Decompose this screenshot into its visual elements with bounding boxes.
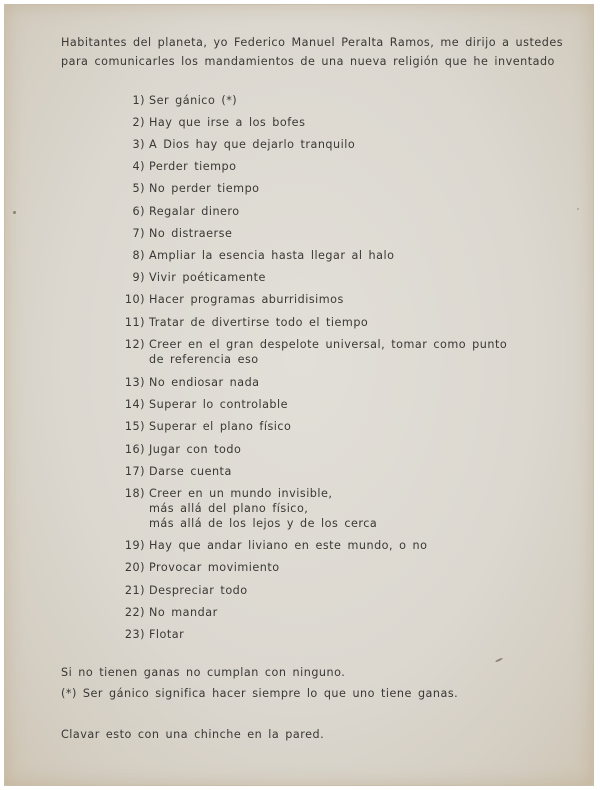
commandment-number: 20) bbox=[124, 561, 145, 574]
intro-line-2: para comunicarles los mandamientos de una nueva religión que he inventado bbox=[61, 55, 555, 68]
commandment-text: Despreciar todo bbox=[149, 584, 248, 597]
commandment-number: 12) bbox=[124, 338, 145, 351]
commandment-number: 21) bbox=[124, 584, 145, 597]
commandment-number: 1) bbox=[132, 94, 145, 107]
commandment-number: 22) bbox=[124, 606, 145, 619]
intro-line-1: Habitantes del planeta, yo Federico Manuel Peralta Ramos, me dirijo a ustedes bbox=[61, 36, 564, 49]
commandment-text: A Dios hay que dejarlo tranquilo bbox=[149, 138, 356, 151]
commandment-number: 16) bbox=[124, 443, 145, 456]
commandment-2 bbox=[105, 115, 305, 130]
commandment-10 bbox=[105, 292, 344, 307]
commandment-text: Perder tiempo bbox=[149, 160, 237, 173]
paper-speck bbox=[13, 211, 16, 214]
commandment-number: 3) bbox=[132, 138, 145, 151]
commandment-22 bbox=[105, 605, 218, 620]
commandment-text: Ser gánico (*) bbox=[149, 94, 238, 107]
commandment-number: 4) bbox=[132, 160, 145, 173]
commandment-number: 11) bbox=[124, 316, 145, 329]
commandment-number: 13) bbox=[124, 376, 145, 389]
commandment-9 bbox=[105, 270, 266, 285]
commandment-text: No perder tiempo bbox=[149, 182, 260, 195]
commandment-12 bbox=[105, 337, 507, 352]
commandment-text: Creer en el gran despelote universal, tomar como punto bbox=[149, 338, 508, 351]
commandment-18 bbox=[105, 486, 332, 501]
commandment-text: Creer en un mundo invisible, bbox=[149, 487, 333, 500]
commandment-number: 9) bbox=[132, 271, 145, 284]
closing-line-1: Si no tienen ganas no cumplan con ninguno. bbox=[61, 666, 346, 679]
commandment-text: Regalar dinero bbox=[149, 205, 240, 218]
commandment-11 bbox=[105, 315, 368, 330]
commandment-number: 7) bbox=[132, 227, 145, 240]
commandment-text: Superar lo controlable bbox=[149, 398, 289, 411]
commandment-text: Superar el plano físico bbox=[149, 420, 292, 433]
commandment-20 bbox=[105, 560, 280, 575]
commandment-5 bbox=[105, 181, 260, 196]
commandment-6 bbox=[105, 204, 240, 219]
commandment-number: 17) bbox=[124, 465, 145, 478]
commandment-text: Jugar con todo bbox=[149, 443, 242, 456]
footer-instruction: Clavar esto con una chinche en la pared. bbox=[61, 728, 325, 741]
commandment-number: 10) bbox=[124, 293, 145, 306]
commandment-7 bbox=[105, 226, 232, 241]
commandment-text: Ampliar la esencia hasta llegar al halo bbox=[149, 249, 395, 262]
commandment-18-continuation-1: más allá del plano físico, bbox=[149, 502, 309, 515]
commandment-text: Hay que andar liviano en este mundo, o no bbox=[149, 539, 428, 552]
commandment-text: Darse cuenta bbox=[149, 465, 232, 478]
commandment-text: No endiosar nada bbox=[149, 376, 260, 389]
commandment-number: 19) bbox=[124, 539, 145, 552]
commandment-text: Hay que irse a los bofes bbox=[149, 116, 306, 129]
commandment-number: 2) bbox=[132, 116, 145, 129]
commandment-8 bbox=[105, 248, 394, 263]
commandment-text: Hacer programas aburridisimos bbox=[149, 293, 344, 306]
commandment-number: 6) bbox=[132, 205, 145, 218]
commandment-4 bbox=[105, 159, 237, 174]
paper-speck bbox=[495, 657, 503, 662]
commandment-text: No mandar bbox=[149, 606, 218, 619]
commandment-text: No distraerse bbox=[149, 227, 233, 240]
commandment-number: 8) bbox=[132, 249, 145, 262]
commandment-16 bbox=[105, 442, 241, 457]
commandment-13 bbox=[105, 375, 260, 390]
commandment-number: 5) bbox=[132, 182, 145, 195]
commandment-number: 15) bbox=[124, 420, 145, 433]
commandment-text: Provocar movimiento bbox=[149, 561, 280, 574]
commandment-15 bbox=[105, 419, 291, 434]
paper-speck bbox=[577, 208, 579, 210]
commandment-21 bbox=[105, 583, 248, 598]
commandment-23 bbox=[105, 627, 184, 642]
commandment-text: Vivir poéticamente bbox=[149, 271, 266, 284]
commandment-number: 23) bbox=[124, 628, 145, 641]
commandment-number: 14) bbox=[124, 398, 145, 411]
commandment-17 bbox=[105, 464, 232, 479]
commandment-3 bbox=[105, 137, 355, 152]
commandment-text: Tratar de divertirse todo el tiempo bbox=[149, 316, 369, 329]
document-sheet bbox=[4, 4, 594, 786]
commandment-1 bbox=[105, 93, 237, 108]
closing-footnote: (*) Ser gánico significa hacer siempre lo que uno tiene ganas. bbox=[61, 687, 459, 700]
commandment-19 bbox=[105, 538, 427, 553]
commandment-text: Flotar bbox=[149, 628, 185, 641]
commandment-18-continuation-2: más allá de los lejos y de los cerca bbox=[149, 517, 378, 530]
commandment-12-continuation: de referencia eso bbox=[149, 353, 259, 366]
commandment-number: 18) bbox=[124, 487, 145, 500]
commandment-14 bbox=[105, 397, 288, 412]
